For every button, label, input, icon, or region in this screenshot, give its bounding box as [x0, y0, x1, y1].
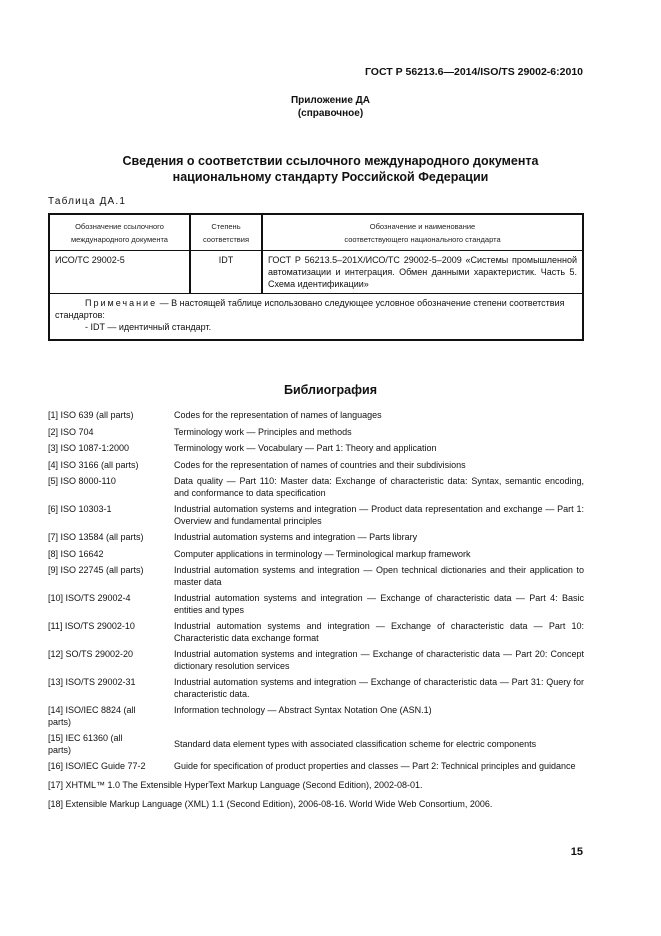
list-item: [16] ISO/IEC Guide 77-2 Guide for specification of product properties and classes — Part 2: Technical principles and guidance	[48, 761, 576, 771]
header-international-doc: Обозначение ссылочного международного документа	[49, 214, 190, 251]
annex-title: Приложение ДА	[290, 95, 371, 106]
list-item: [1] ISO 639 (all parts) Codes for the representation of names of languages	[48, 410, 382, 420]
table-note	[49, 294, 583, 341]
section-title-line-2: национальному стандарту Российской Федерации	[172, 170, 489, 184]
list-item: [3] ISO 1087-1:2000 Terminology work — Vocabulary — Part 1: Theory and application	[48, 443, 437, 453]
header-degree: Степень соответствия	[190, 214, 262, 251]
bibliography-list	[48, 410, 584, 816]
table-header-row	[49, 214, 583, 251]
list-item: [15] IEC 61360 (all parts) Standard data element types with associated classification scheme for electric components	[48, 733, 537, 755]
note-label: Примечание	[85, 298, 158, 308]
table-row	[49, 251, 583, 294]
note-item: - IDT — идентичный стандарт.	[85, 322, 212, 332]
cell-degree: IDT	[190, 251, 262, 294]
table-note-row	[49, 294, 583, 341]
list-item: [12] SO/TS 29002-20 Industrial automation systems and integration — Exchange of characteristic data — Part 20: Concept dictionary resolution services	[48, 649, 584, 671]
list-item: [17] XHTML™ 1.0 The Extensible HyperText Markup Language (Second Edition), 2002-08-01.	[48, 779, 423, 790]
list-item: [13] ISO/TS 29002-31 Industrial automation systems and integration — Exchange of characteristic data — Part 31: Query for characteristic data.	[48, 677, 584, 699]
list-item: [10] ISO/TS 29002-4 Industrial automation systems and integration — Exchange of characteristic data — Part 4: Basic entities and types	[48, 593, 584, 615]
list-item: [5] ISO 8000-110 Data quality — Part 110: Master data: Exchange of characteristic data: Syntax, semantic encoding, and conformance to data specification	[48, 476, 584, 498]
list-item: [9] ISO 22745 (all parts) Industrial automation systems and integration — Open technical dictionaries and their application to master data	[48, 565, 584, 587]
annex-subtitle: (справочное)	[297, 108, 364, 119]
bibliography-title: Библиография	[283, 383, 378, 397]
correspondence-table	[48, 213, 584, 341]
list-item: [2] ISO 704 Terminology work — Principles and methods	[48, 426, 352, 437]
header-national-standard: Обозначение и наименование соответствующего национального стандарта	[262, 214, 583, 251]
list-item: [11] ISO/TS 29002-10 Industrial automation systems and integration — Exchange of characteristic data — Part 10: Characteristic data exchange format	[48, 621, 584, 643]
note-text: — В настоящей таблице использовано следующее условное обозначение степени соответствия стандартов:	[55, 298, 565, 320]
cell-international-doc: ИСО/ТС 29002-5	[49, 251, 190, 294]
list-item: [18] Extensible Markup Language (XML) 1.1 (Second Edition), 2006-08-16. World Wide Web Consortium, 2006.	[48, 799, 493, 809]
cell-national-standard: ГОСТ Р 56213.5–201Х/ИСО/ТС 29002-5–2009 «Системы промышленной автоматизации и интеграция. Обмен данными характеристик. Часть 5. Схема идентификации»	[262, 251, 583, 294]
section-title-line-1: Сведения о соответствии ссылочного международного документа	[122, 154, 539, 168]
list-item: [4] ISO 3166 (all parts) Codes for the representation of names of countries and their subdivisions	[48, 459, 466, 470]
table-label: Таблица ДА.1	[48, 196, 127, 207]
list-item: [6] ISO 10303-1 Industrial automation systems and integration — Product data representation and exchange — Part 1: Overview and fundamental principles	[48, 504, 584, 526]
list-item: [7] ISO 13584 (all parts) Industrial automation systems and integration — Parts library	[48, 532, 418, 542]
document-header: ГОСТ Р 56213.6—2014/ISO/TS 29002-6:2010	[364, 66, 583, 78]
list-item: [14] ISO/IEC 8824 (all parts) Information technology — Abstract Syntax Notation One (ASN.1)	[48, 705, 432, 727]
page-number: 15	[570, 846, 583, 858]
list-item: [8] ISO 16642 Computer applications in terminology — Terminological markup framework	[48, 548, 471, 559]
